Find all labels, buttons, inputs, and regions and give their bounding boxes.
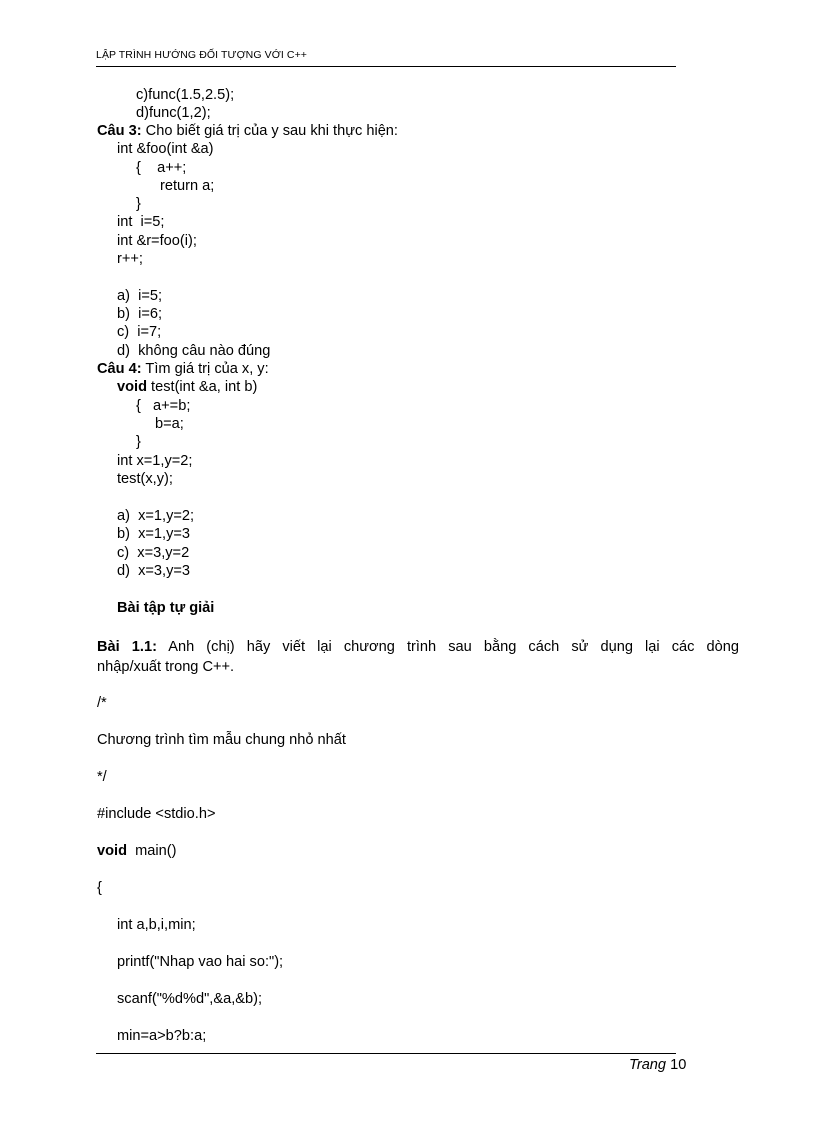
program-stmt: int a,b,i,min; <box>117 917 196 933</box>
q3-code-line: int &r=foo(i); <box>117 233 197 249</box>
ex1-paragraph <box>97 637 739 677</box>
brace-open: { <box>97 880 102 896</box>
q3-code-line: r++; <box>117 251 143 267</box>
include-line: #include <stdio.h> <box>97 806 216 822</box>
footer-rule <box>96 1053 676 1054</box>
q3-prompt <box>97 123 398 140</box>
ex1-line1-text: Anh (chị) hãy viết lại chương trình sau bằng cách sử dụng lại các dòng <box>156 639 739 655</box>
main-void-keyword: void <box>97 843 127 859</box>
program-stmt: scanf("%d%d",&a,&b); <box>117 991 263 1007</box>
comment-open: /* <box>97 695 107 711</box>
header-rule <box>96 66 676 67</box>
q4-option: a) x=1,y=2; <box>117 508 195 524</box>
comment-close: */ <box>97 769 107 785</box>
q4-signature <box>117 379 257 396</box>
page-footer <box>629 1057 686 1073</box>
program-stmt: min=a>b?b:a; <box>117 1028 207 1044</box>
q4-prompt <box>97 361 269 378</box>
q4-code-line: test(x,y); <box>117 471 173 487</box>
q4-void-keyword: void <box>117 379 147 395</box>
main-signature <box>97 843 176 860</box>
ex1-line1 <box>97 637 739 657</box>
q3-option: c) i=7; <box>117 324 162 340</box>
q4-option: d) x=3,y=3 <box>117 563 191 579</box>
section-title: Bài tập tự giải <box>117 600 215 616</box>
q3-option: b) i=6; <box>117 306 163 322</box>
q3-code-line: { a++; <box>136 160 187 176</box>
q3-option: a) i=5; <box>117 288 163 304</box>
q3-code-line: return a; <box>160 178 215 194</box>
q3-code-line: } <box>136 196 141 212</box>
q4-option: c) x=3,y=2 <box>117 545 190 561</box>
q3-code-line: int i=5; <box>117 214 165 230</box>
q3-label: Câu 3: <box>97 123 142 139</box>
q3-code-line: int &foo(int &a) <box>117 141 214 157</box>
q2-option-d: d)func(1,2); <box>136 105 211 121</box>
ex1-label: Bài 1.1: <box>97 639 157 655</box>
program-stmt: printf("Nhap vao hai so:"); <box>117 954 284 970</box>
q4-sig: test(int &a, int b) <box>147 379 258 395</box>
q4-label: Câu 4: <box>97 361 142 377</box>
running-header: LẬP TRÌNH HƯỚNG ĐỐI TƯỢNG VỚI C++ <box>96 49 308 61</box>
q4-code-line: { a+=b; <box>136 398 191 414</box>
footer-label: Trang <box>629 1057 667 1073</box>
main-sig: main() <box>127 843 177 859</box>
ex1-line2: nhập/xuất trong C++. <box>97 659 235 675</box>
q4-code-line: b=a; <box>155 416 184 432</box>
q3-text: Cho biết giá trị của y sau khi thực hiện: <box>141 123 398 139</box>
q3-option: d) không câu nào đúng <box>117 343 271 359</box>
q4-code-line: } <box>136 434 141 450</box>
comment-text: Chương trình tìm mẫu chung nhỏ nhất <box>97 732 346 748</box>
page-number: 10 <box>670 1057 687 1073</box>
q2-option-c: c)func(1.5,2.5); <box>136 87 235 103</box>
q4-text: Tìm giá trị của x, y: <box>141 361 269 377</box>
q4-option: b) x=1,y=3 <box>117 526 191 542</box>
q4-code-line: int x=1,y=2; <box>117 453 193 469</box>
